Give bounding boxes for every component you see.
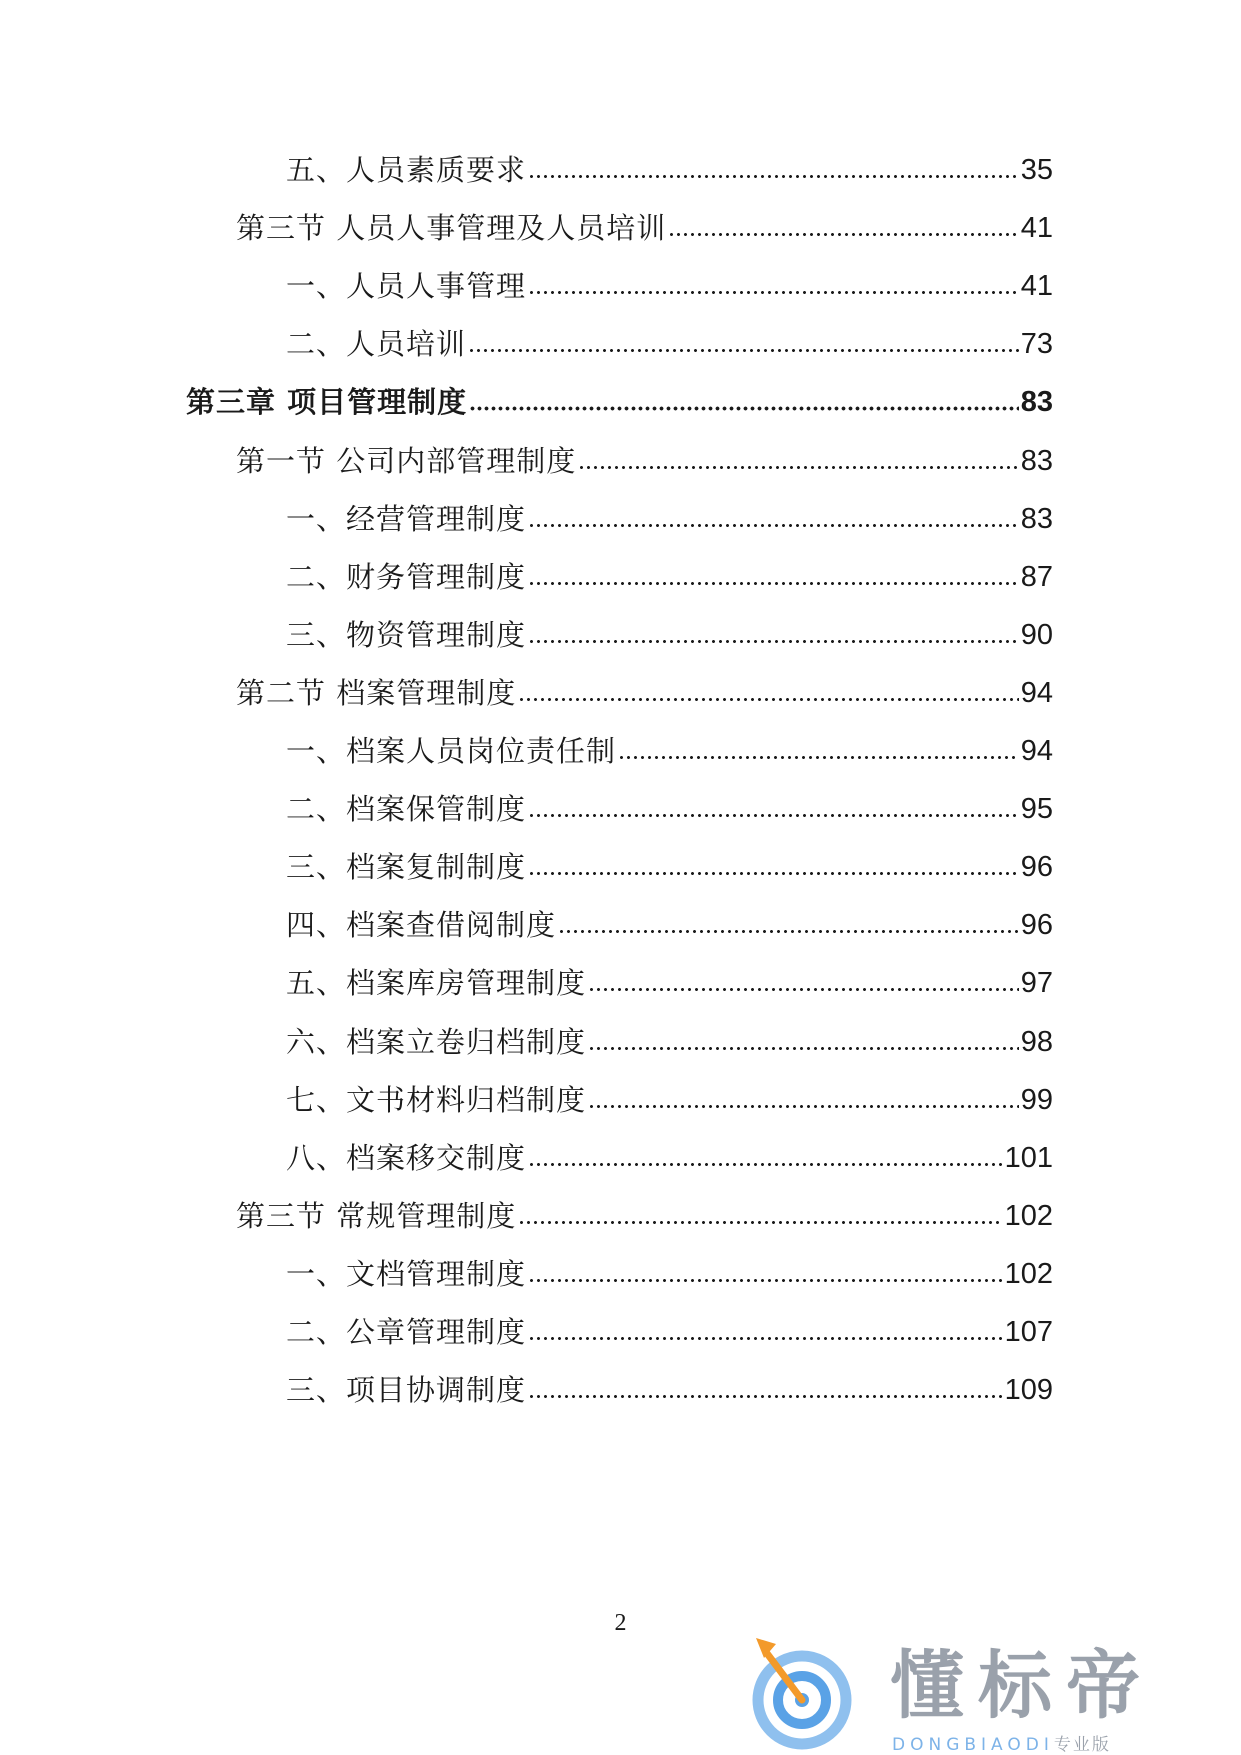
dot-leader: [528, 1391, 1003, 1401]
toc-entry-page: 94: [1020, 735, 1053, 767]
toc-entry-chapter[interactable]: [186, 380, 1053, 424]
dot-leader: [528, 520, 1019, 530]
toc-entry-section[interactable]: [236, 206, 1053, 250]
toc-entry-title: 一、档案人员岗位责任制: [286, 734, 617, 768]
dot-leader: [528, 287, 1019, 297]
toc-entry-title: 第二节 档案管理制度: [236, 676, 517, 710]
toc-entry-page: 102: [1004, 1258, 1053, 1290]
toc-entry-item[interactable]: [286, 555, 1053, 599]
brand-name: 懂标帝: [890, 1643, 1154, 1729]
toc-entry-title: 六、档案立卷归档制度: [286, 1025, 587, 1059]
toc-entry-page: 96: [1020, 909, 1053, 941]
toc-entry-title: 一、经营管理制度: [286, 502, 527, 536]
toc-entry-page: 90: [1020, 619, 1053, 651]
toc-entry-page: 96: [1020, 851, 1053, 883]
toc-entry-section[interactable]: [236, 1194, 1053, 1238]
toc-entry-item[interactable]: [286, 148, 1053, 192]
toc-entry-title: 三、物资管理制度: [286, 618, 527, 652]
dot-leader: [528, 1159, 1003, 1169]
toc-entry-page: 87: [1020, 561, 1053, 593]
dot-leader: [588, 984, 1019, 994]
toc-entry-page: 109: [1004, 1374, 1053, 1406]
dot-leader: [578, 462, 1019, 472]
toc-entry-title: 五、人员素质要求: [286, 153, 527, 187]
dot-leader: [468, 345, 1019, 355]
dot-leader: [588, 1043, 1019, 1053]
toc-entry-item[interactable]: [286, 613, 1053, 657]
target-arrow-icon: [742, 1630, 867, 1754]
toc-entry-item[interactable]: [286, 322, 1053, 366]
dot-leader: [528, 1275, 1003, 1285]
toc-entry-title: 三、项目协调制度: [286, 1373, 527, 1407]
dot-leader: [588, 1101, 1019, 1111]
toc-entry-title: 七、文书材料归档制度: [286, 1083, 587, 1117]
dot-leader: [668, 229, 1019, 239]
toc-entry-item[interactable]: [286, 1252, 1053, 1296]
toc-entry-item[interactable]: [286, 845, 1053, 889]
toc-entry-page: 41: [1020, 212, 1053, 244]
brand-name-en: DONGBIAODI: [892, 1735, 1054, 1755]
dot-leader: [528, 868, 1019, 878]
toc-entry-page: 35: [1020, 154, 1053, 186]
toc-entry-item[interactable]: [286, 1078, 1053, 1122]
dot-leader: [618, 752, 1019, 762]
toc-entry-title: 二、档案保管制度: [286, 792, 527, 826]
toc-entry-title: 五、档案库房管理制度: [286, 966, 587, 1000]
dot-leader: [528, 636, 1019, 646]
dot-leader: [528, 171, 1019, 181]
toc-entry-page: 99: [1020, 1084, 1053, 1116]
toc-entry-title: 三、档案复制制度: [286, 850, 527, 884]
toc-entry-section[interactable]: [236, 671, 1053, 715]
toc-entry-item[interactable]: [286, 1368, 1053, 1412]
toc-entry-item[interactable]: [286, 497, 1053, 541]
toc-entry-item[interactable]: [286, 787, 1053, 831]
dot-leader: [558, 926, 1019, 936]
dot-leader: [528, 810, 1019, 820]
toc-entry-item[interactable]: [286, 264, 1053, 308]
dot-leader: [518, 1217, 1002, 1227]
toc-entry-page: 41: [1020, 270, 1053, 302]
dot-leader: [528, 578, 1019, 588]
toc-entry-page: 97: [1020, 967, 1053, 999]
toc-entry-title: 第三节 常规管理制度: [236, 1199, 517, 1233]
toc-entry-title: 第一节 公司内部管理制度: [236, 444, 577, 478]
toc-entry-title: 二、人员培训: [286, 327, 467, 361]
toc-entry-page: 101: [1004, 1142, 1053, 1174]
toc-entry-page: 83: [1020, 503, 1053, 535]
page-number: 2: [614, 1610, 627, 1636]
edition-label: 专业版: [1053, 1735, 1111, 1755]
toc-entry-page: 73: [1020, 328, 1053, 360]
toc-entry-page: 98: [1020, 1026, 1053, 1058]
dot-leader: [528, 1333, 1003, 1343]
toc-entry-title: 一、文档管理制度: [286, 1257, 527, 1291]
toc-entry-page: 95: [1020, 793, 1053, 825]
toc-entry-page: 107: [1004, 1316, 1053, 1348]
toc-entry-title: 四、档案查借阅制度: [286, 908, 557, 942]
toc-entry-item[interactable]: [286, 903, 1053, 947]
watermark-logo: [742, 1630, 1212, 1754]
toc-entry-title: 第三节 人员人事管理及人员培训: [236, 211, 667, 245]
toc-entry-page: 83: [1020, 386, 1053, 418]
toc-entry-page: 83: [1020, 445, 1053, 477]
toc-entry-item[interactable]: [286, 961, 1053, 1005]
toc-entry-title: 一、人员人事管理: [286, 269, 527, 303]
brand-subtitle: [892, 1730, 1111, 1755]
toc-entry-item[interactable]: [286, 1136, 1053, 1180]
toc-entry-page: 94: [1020, 677, 1053, 709]
toc-entry-item[interactable]: [286, 729, 1053, 773]
toc-entry-title: 二、公章管理制度: [286, 1315, 527, 1349]
toc-entry-page: 102: [1004, 1200, 1053, 1232]
toc-entry-section[interactable]: [236, 439, 1053, 483]
dot-leader: [518, 694, 1019, 704]
toc-entry-title: 第三章 项目管理制度: [186, 385, 468, 419]
toc-entry-title: 八、档案移交制度: [286, 1141, 527, 1175]
toc-entry-item[interactable]: [286, 1310, 1053, 1354]
dot-leader: [469, 403, 1019, 413]
toc-entry-item[interactable]: [286, 1020, 1053, 1064]
toc-entry-title: 二、财务管理制度: [286, 560, 527, 594]
